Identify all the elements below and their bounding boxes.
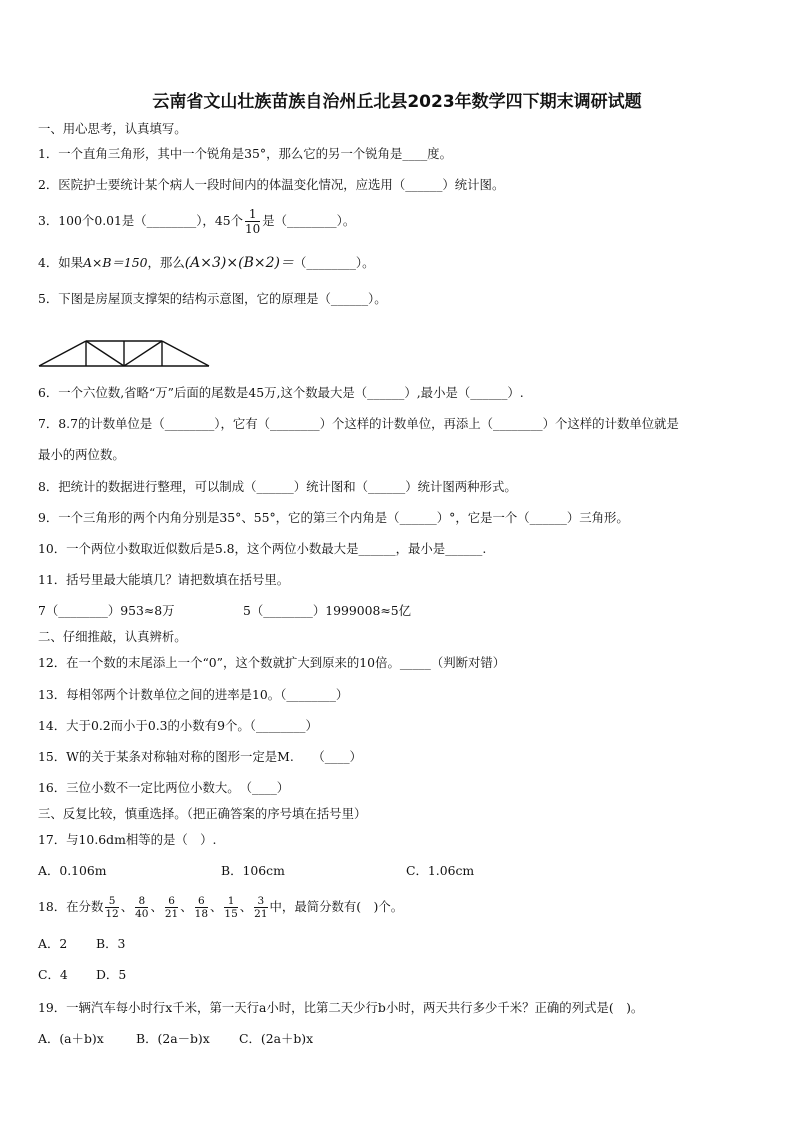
question-3-part-a: 3．100个0.01是（________），45个 — [38, 213, 243, 228]
question-11: 11．括号里最大能填几？请把数填在括号里。 — [38, 572, 290, 587]
option-c: C．4 — [38, 967, 68, 982]
question-15: 15．W的关于某条对称轴对称的图形一定是M. （____） — [38, 749, 362, 764]
question-18-options-row-1 — [38, 936, 125, 952]
fraction-numerator: 1 — [224, 896, 237, 909]
truss-diagonal-right — [124, 341, 162, 366]
expression-product: (A×3)×(B×2)＝ — [184, 255, 294, 271]
fraction-denominator: 21 — [254, 908, 268, 920]
question-11-items — [38, 603, 411, 619]
section-heading-3: 三、反复比较，慎重选择。（把正确答案的序号填在括号里） — [38, 806, 367, 821]
question-8: 8．把统计的数据进行整理，可以制成（______）统计图和（______）统计图两种形式。 — [38, 479, 517, 494]
fraction-6 — [254, 896, 267, 920]
question-1: 1．一个直角三角形，其中一个锐角是35°，那么它的另一个锐角是____度。 — [38, 146, 452, 161]
question-18-part-b: 中，最简分数有( )个。 — [269, 899, 404, 914]
fraction-denominator: 10 — [245, 222, 261, 236]
fraction-denominator: 15 — [224, 908, 238, 920]
fraction-2 — [135, 896, 148, 920]
question-18-part-a: 18．在分数 — [38, 899, 104, 914]
fraction-3 — [165, 896, 178, 920]
fraction-denominator: 12 — [105, 908, 119, 920]
fraction-numerator: 1 — [245, 208, 260, 222]
fraction-numerator: 8 — [135, 896, 148, 909]
question-11-item-b: 5（________）1999008≈5亿 — [243, 603, 412, 618]
question-10: 10．一个两位小数取近似数后是5.8，这个两位小数最大是______，最小是______. — [38, 541, 487, 556]
fraction-5 — [224, 896, 237, 920]
roof-truss-diagram — [38, 338, 210, 368]
question-4 — [38, 255, 375, 271]
question-4-part-a: 4．如果 — [38, 255, 84, 270]
fraction-1 — [105, 896, 118, 920]
separator: 、 — [180, 899, 193, 914]
fraction-numerator: 5 — [105, 896, 118, 909]
question-3 — [38, 206, 355, 236]
fraction-numerator: 6 — [195, 896, 208, 909]
question-11-item-a: 7（________）953≈8万 — [38, 603, 175, 618]
question-4-part-c: （________）。 — [293, 255, 375, 270]
question-18 — [38, 890, 403, 924]
expression-a-times-b: A×B＝150 — [83, 255, 148, 270]
separator: 、 — [150, 899, 163, 914]
question-18-options-row-2 — [38, 967, 126, 983]
question-4-part-b: ，那么 — [147, 255, 185, 270]
separator: 、 — [210, 899, 223, 914]
truss-left-rafter — [39, 341, 86, 366]
option-c: C．(2a＋b)x — [239, 1031, 314, 1046]
question-12: 12．在一个数的末尾添上一个“0”，这个数就扩大到原来的10倍。_____（判断对错） — [38, 655, 506, 670]
fraction-numerator: 3 — [254, 896, 267, 909]
question-13: 13．每相邻两个计数单位之间的进率是10。（________） — [38, 687, 349, 702]
question-14: 14．大于0.2而小于0.3的小数有9个。（________） — [38, 718, 318, 733]
fraction-4 — [195, 896, 208, 920]
section-heading-1: 一、用心思考，认真填写。 — [38, 121, 187, 136]
separator: 、 — [239, 899, 253, 914]
separator: 、 — [120, 899, 134, 914]
fraction-numerator: 6 — [165, 896, 178, 909]
fraction-denominator: 21 — [164, 908, 179, 920]
question-5: 5．下图是房屋顶支撑架的结构示意图，它的原理是（______）。 — [38, 291, 387, 306]
option-b: B．3 — [96, 936, 126, 951]
question-16: 16．三位小数不一定比两位小数大。 （____） — [38, 780, 290, 795]
question-17: 17．与10.6dm相等的是（ ）. — [38, 832, 217, 847]
option-a: A．2 — [38, 936, 68, 951]
option-d: D．5 — [96, 967, 127, 982]
option-b: B．(2a－b)x — [136, 1031, 210, 1046]
section-heading-2: 二、仔细推敲，认真辨析。 — [38, 629, 187, 644]
truss-diagonal-left — [86, 341, 124, 366]
question-9: 9．一个三角形的两个内角分别是35°、55°，它的第三个内角是（______）°，它是一个（______）三角形。 — [38, 510, 629, 525]
fraction-denominator: 40 — [135, 908, 149, 920]
option-b: B．106cm — [221, 863, 285, 878]
question-19-options — [38, 1031, 313, 1047]
question-3-part-b: 是（________）。 — [262, 213, 356, 228]
page-title: 云南省文山壮族苗族自治州丘北县2023年数学四下期末调研试题 — [152, 92, 642, 112]
question-7-continued: 最小的两位数。 — [38, 447, 125, 462]
question-17-options — [38, 863, 474, 879]
question-19: 19．一辆汽车每小时行x千米，第一天行a小时，比第二天少行b小时，两天共行多少千米？正确的列式是( )。 — [38, 1000, 644, 1015]
option-a: A．0.106m — [38, 863, 107, 878]
question-2: 2．医院护士要统计某个病人一段时间内的体温变化情况，应选用（______）统计图。 — [38, 177, 505, 192]
fraction-denominator: 18 — [194, 908, 209, 920]
option-a: A．(a＋b)x — [38, 1031, 104, 1046]
question-6: 6．一个六位数,省略“万”后面的尾数是45万,这个数最大是（______）,最小是（______）. — [38, 385, 524, 400]
question-7: 7．8.7的计数单位是（________），它有（________）个这样的计数单位，再添上（________）个这样的计数单位就是 — [38, 416, 679, 431]
fraction — [245, 208, 260, 235]
option-c: C．1.06cm — [406, 863, 475, 878]
truss-right-rafter — [162, 341, 209, 366]
